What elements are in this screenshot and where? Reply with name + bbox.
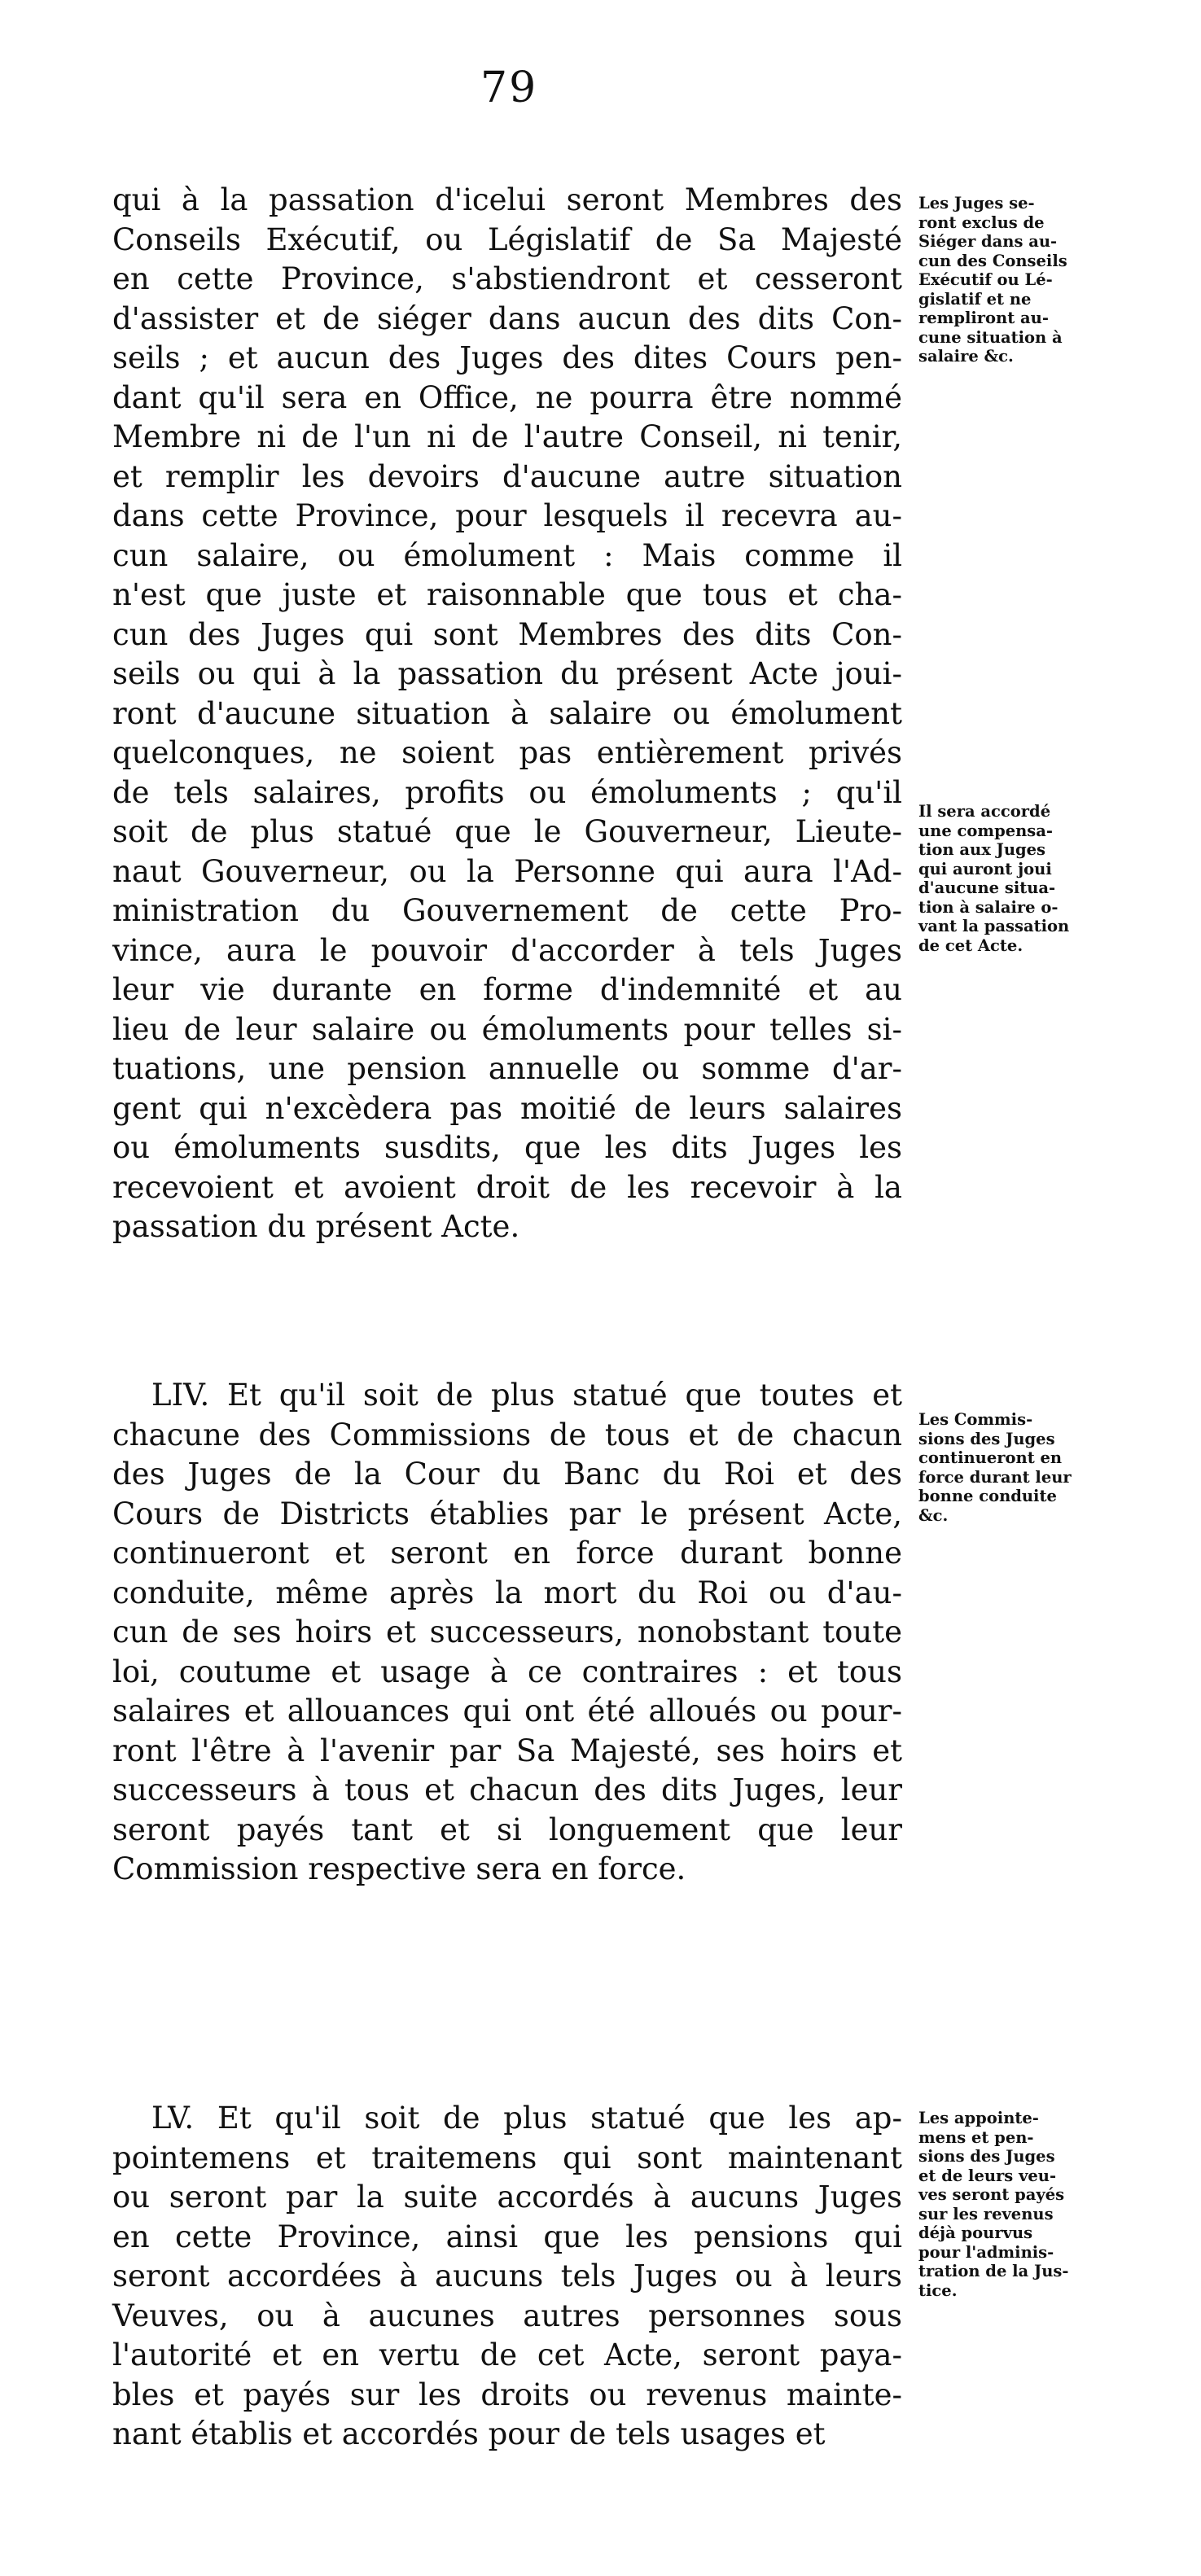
paragraph-continuation <box>112 181 902 1247</box>
margin-note-judges-excluded <box>918 194 1094 366</box>
text-line: naut Gouverneur, ou la Personne qui aura l'Ad- <box>112 853 902 889</box>
margin-note-line: salaire &c. <box>918 347 1014 366</box>
margin-note-line: une compensa- <box>918 821 1053 840</box>
text-line: successeurs à tous et chacun des dits Juges, leur <box>112 1772 902 1807</box>
margin-note-line: gislatif et ne <box>918 289 1032 309</box>
margin-note-line: Exécutif ou Lé- <box>918 270 1053 289</box>
margin-note-line: tice. <box>918 2280 958 2300</box>
margin-note-line: déjà pourvus <box>918 2223 1033 2242</box>
text-line: l'autorité et en vertu de cet Acte, seront paya- <box>112 2337 902 2372</box>
text-line: loi, coutume et usage à ce contraires : et tous <box>112 1654 902 1689</box>
text-line: en cette Province, s'abstiendront et cesseront <box>112 261 902 296</box>
text-line: dans cette Province, pour lesquels il recevra au- <box>112 498 902 533</box>
text-line: chacune des Commissions de tous et de chacun <box>112 1417 902 1452</box>
text-line: et remplir les devoirs d'aucune autre situation <box>112 458 902 494</box>
text-line: vince, aura le pouvoir d'accorder à tels Juges <box>112 932 902 968</box>
text-line: des Juges de la Cour du Banc du Roi et des <box>112 1457 902 1492</box>
text-line: soit de plus statué que le Gouverneur, Lieute- <box>112 814 902 849</box>
margin-note-line: Il sera accordé <box>918 802 1051 821</box>
text-line: salaires et allouances qui ont été alloués ou pour- <box>112 1693 902 1728</box>
margin-note-line: bonne conduite <box>918 1487 1057 1505</box>
text-line: seront payés tant et si longuement que leur <box>112 1812 902 1847</box>
text-line: leur vie durante en forme d'indemnité et au <box>112 972 902 1007</box>
margin-note-line: mens et pen- <box>918 2127 1034 2147</box>
margin-note-line: sions des Juges <box>918 1429 1055 1448</box>
text-line: cun de ses hoirs et successeurs, nonobstant toute <box>112 1614 902 1649</box>
margin-note-line: force durant leur <box>918 1467 1072 1487</box>
margin-note-line: pour l'adminis- <box>918 2242 1054 2262</box>
margin-note-line: vant la passation <box>918 917 1070 935</box>
text-line: conduite, même après la mort du Roi ou d'au- <box>112 1575 902 1610</box>
text-line: Commission respective sera en force. <box>112 1851 686 1886</box>
text-line: Veuves, ou à aucunes autres personnes sous <box>112 2298 902 2333</box>
text-line: en cette Province, ainsi que les pensions qui <box>112 2219 902 2254</box>
text-line: pointemens et traitemens qui sont maintenant <box>112 2140 902 2175</box>
text-line: lieu de leur salaire ou émoluments pour telles si- <box>112 1011 902 1047</box>
text-line: ront d'aucune situation à salaire ou émolument <box>112 695 902 731</box>
text-line: ou émoluments susdits, que les dits Juges les <box>112 1130 902 1165</box>
margin-note-salaries-pensions <box>918 2109 1094 2300</box>
margin-note-line: et de leurs veu- <box>918 2166 1057 2185</box>
margin-note-compensation <box>918 802 1094 955</box>
margin-note-line: de cet Acte. <box>918 935 1023 955</box>
margin-note-line: qui auront joui <box>918 859 1052 878</box>
text-line: Conseils Exécutif, ou Législatif de Sa Majesté <box>112 221 902 257</box>
text-line: continueront et seront en force durant bonne <box>112 1536 902 1571</box>
text-line: ou seront par la suite accordés à aucuns Juges <box>112 2180 902 2215</box>
text-line: qui à la passation d'icelui seront Membres des <box>112 182 902 217</box>
text-line: bles et payés sur les droits ou revenus mainte- <box>112 2377 902 2412</box>
paragraph-liv <box>112 1376 902 1890</box>
text-line: quelconques, ne soient pas entièrement privés <box>112 735 902 770</box>
margin-note-line: Siéger dans au- <box>918 232 1058 251</box>
text-line: LIV. Et qu'il soit de plus statué que toutes et <box>151 1378 902 1413</box>
text-line: tuations, une pension annuelle ou somme d'ar- <box>112 1051 902 1086</box>
paragraph-lv <box>112 2099 902 2455</box>
text-line: ministration du Gouvernement de cette Pro- <box>112 893 902 928</box>
margin-note-line: cune situation à <box>918 327 1063 347</box>
margin-note-line: Les Juges se- <box>918 194 1035 212</box>
text-line: d'assister et de siéger dans aucun des dits Con- <box>112 300 902 336</box>
margin-note-commissions <box>918 1410 1094 1525</box>
text-line: LV. Et qu'il soit de plus statué que les ap- <box>151 2101 902 2136</box>
text-line: cun salaire, ou émolument : Mais comme il <box>112 537 902 573</box>
text-line: seils ou qui à la passation du présent Acte joui- <box>112 656 902 691</box>
margin-note-line: &c. <box>918 1505 949 1525</box>
text-line: cun des Juges qui sont Membres des dits Con- <box>112 616 902 652</box>
margin-note-line: ront exclus de <box>918 212 1045 232</box>
text-line: nant établis et accordés pour de tels usages et <box>112 2416 826 2451</box>
margin-note-line: tration de la Jus- <box>918 2262 1069 2280</box>
text-line: seils ; et aucun des Juges des dites Cours pen- <box>112 340 902 375</box>
text-line: Cours de Districts établies par le présent Acte, <box>112 1496 902 1531</box>
margin-note-line: tion à salaire o- <box>918 897 1059 917</box>
margin-note-line: rempliront au- <box>918 309 1049 327</box>
text-line: n'est que juste et raisonnable que tous et cha- <box>112 577 902 612</box>
margin-note-line: d'aucune situa- <box>918 878 1056 897</box>
page-number: 79 <box>480 64 538 112</box>
text-line: ront l'être à l'avenir par Sa Majesté, ses hoirs et <box>112 1733 902 1768</box>
text-line: Membre ni de l'un ni de l'autre Conseil, ni tenir, <box>112 419 902 454</box>
margin-note-line: ves seront payés <box>918 2185 1065 2204</box>
text-line: de tels salaires, profits ou émoluments ; qu'il <box>112 774 902 810</box>
margin-note-line: sions des Juges <box>918 2147 1055 2166</box>
margin-note-line: Les Commis- <box>918 1410 1033 1429</box>
text-line: gent qui n'excèdera pas moitié de leurs salaires <box>112 1090 902 1126</box>
margin-note-line: cun des Conseils <box>918 251 1067 270</box>
text-line: recevoient et avoient droit de les recevoir à la <box>112 1169 902 1205</box>
text-line: dant qu'il sera en Office, ne pourra être nommé <box>112 379 902 415</box>
margin-note-line: Les appointe- <box>918 2109 1039 2127</box>
text-line: seront accordées à aucuns tels Juges ou à leurs <box>112 2258 902 2293</box>
margin-note-line: tion aux Juges <box>918 840 1046 859</box>
text-line: passation du présent Acte. <box>112 1209 520 1244</box>
margin-note-line: continueront en <box>918 1448 1063 1467</box>
margin-note-line: sur les revenus <box>918 2204 1054 2223</box>
